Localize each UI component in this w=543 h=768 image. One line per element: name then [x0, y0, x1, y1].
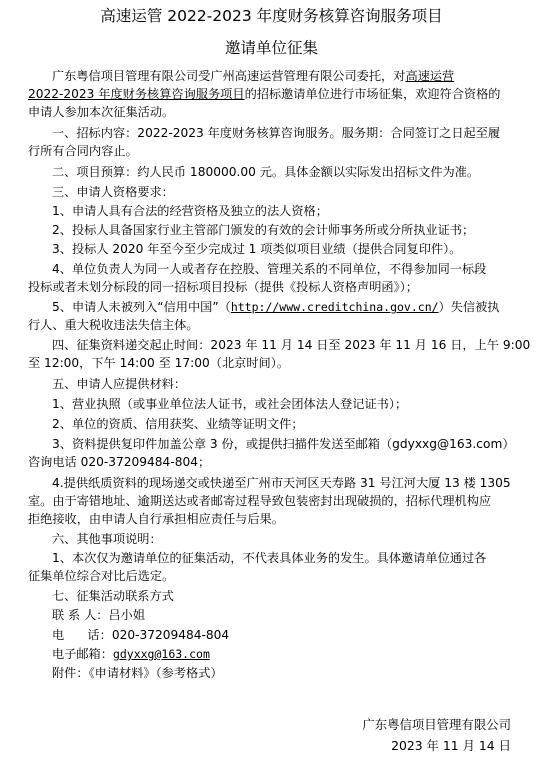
section-5-item-2: 2、单位的资质、信用获奖、业绩等证明文件；: [52, 417, 304, 431]
document-title: 高速运管 2022-2023 年度财务核算咨询服务项目: [100, 7, 443, 25]
project-name-underlined: 高速运营: [405, 69, 455, 83]
contact-person: [52, 606, 519, 624]
section-3-item-1: 1、申请人具有合法的经营资格及独立的法人资格；: [52, 204, 328, 218]
section-5-item-3: 3、资料提供复印件加盖公章 3 份，或提供扫描件发送至邮箱（gdyxxg@163.com）: [52, 437, 515, 451]
item-text: 5、申请人未被列入“信用中国”（: [52, 300, 231, 314]
section-3-item-4-line-2: 投标或者未划分标段的同一招标项目投标（提供《投标人资格声明函》）；: [28, 280, 418, 294]
contact-email: [52, 645, 519, 663]
credit-china-link[interactable]: http://www.creditchina.gov.cn/: [230, 300, 439, 314]
intro-line-1: [52, 67, 519, 85]
section-4-line-2: 至 12:00，下午 14:00 至 17:00（北京时间）。: [28, 356, 290, 370]
section-5-item-4-line-1: 4.提供纸质资料的现场递交或快递至广州市天河区天寿路 31 号江河大厦 13 楼 1305: [52, 476, 511, 490]
section-5-item-4-line-3: 拒绝接收，由申请人自行承担相应责任与后果。: [28, 512, 284, 526]
intro-line-2: [28, 85, 519, 103]
intro-line-3: 申请人参加本次征集活动。: [28, 105, 175, 119]
phone-label: 电 话：: [52, 628, 112, 642]
project-name-underlined: 2022-2023 年度财务核算咨询服务项目: [28, 87, 245, 101]
section-3-item-5-line-2: 行人、重大税收违法失信主体。: [28, 318, 199, 332]
section-5-item-3-phone: 咨询电话 020-37209484-804；: [28, 455, 211, 469]
section-3-item-4-line-1: 4、单位负责人为同一人或者存在控股、管理关系的不同单位，不得参加同一标段: [52, 262, 487, 276]
intro-text: 广东粤信项目管理有限公司受广州高速运营管理有限公司委托，对: [52, 69, 406, 83]
section-3-item-2: 2、投标人具备国家行业主管部门颁发的有效的会计师事务所或分所执业证书；: [52, 223, 475, 237]
contact-label: 联 系 人：: [52, 608, 109, 622]
section-1-line-2: 行所有合同内容止。: [28, 144, 138, 158]
attachment-note: 附件：《申请材料》（参考格式）: [52, 666, 223, 680]
phone-value: 020-37209484-804: [111, 628, 230, 642]
email-label: 电子邮箱：: [52, 647, 113, 661]
section-5-heading: 五、申请人应提供材料：: [52, 377, 187, 391]
signature-date: 2023 年 11 月 14 日: [391, 738, 511, 753]
section-6-line-1: 1、本次仅为邀请单位的征集活动，不代表具体业务的发生。具体邀请单位通过各: [52, 551, 487, 565]
contact-value: 吕小姐: [108, 608, 146, 622]
section-4-line-1: 四、征集资料递交起止时间：2023 年 11 月 14 日至 2023 年 11 月 16 日，上午 9:00: [52, 338, 531, 352]
section-2: 二、项目预算：约人民币 180000.00 元。具体金额以实际发出招标文件为准。: [52, 165, 480, 179]
section-5-item-4-line-2: 室。由于寄错地址、逾期送达或者邮寄过程导致包装密封出现破损的，招标代理机构应: [28, 494, 492, 508]
section-3-item-3: 3、投标人 2020 年至今至少完成过 1 项类似项目业绩（提供合同复印件）。: [52, 242, 462, 256]
item-text: ）失信被执: [438, 300, 500, 314]
section-3-item-5-line-1: [52, 298, 519, 316]
section-5-item-1: 1、营业执照（或事业单位法人证书，或社会团体法人登记证书）；: [52, 397, 408, 411]
email-link[interactable]: gdyxxg@163.com: [112, 647, 210, 661]
section-6-line-2: 征集单位综合对比后选定。: [28, 569, 175, 583]
section-1-line-1: 一、招标内容：2022-2023 年度财务核算咨询服务。服务期：合同签订之日起至履: [52, 126, 501, 140]
section-7-heading: 七、征集活动联系方式: [52, 589, 174, 603]
section-6-heading: 六、其他事项说明：: [52, 532, 162, 546]
intro-text: 的招标邀请单位进行市场征集，欢迎符合资格的: [244, 87, 501, 101]
document-subtitle: 邀请单位征集: [224, 39, 318, 57]
section-3-heading: 三、申请人资格要求：: [52, 185, 174, 199]
contact-phone: [52, 626, 519, 644]
signature-org: 广东粤信项目管理有限公司: [362, 717, 511, 732]
